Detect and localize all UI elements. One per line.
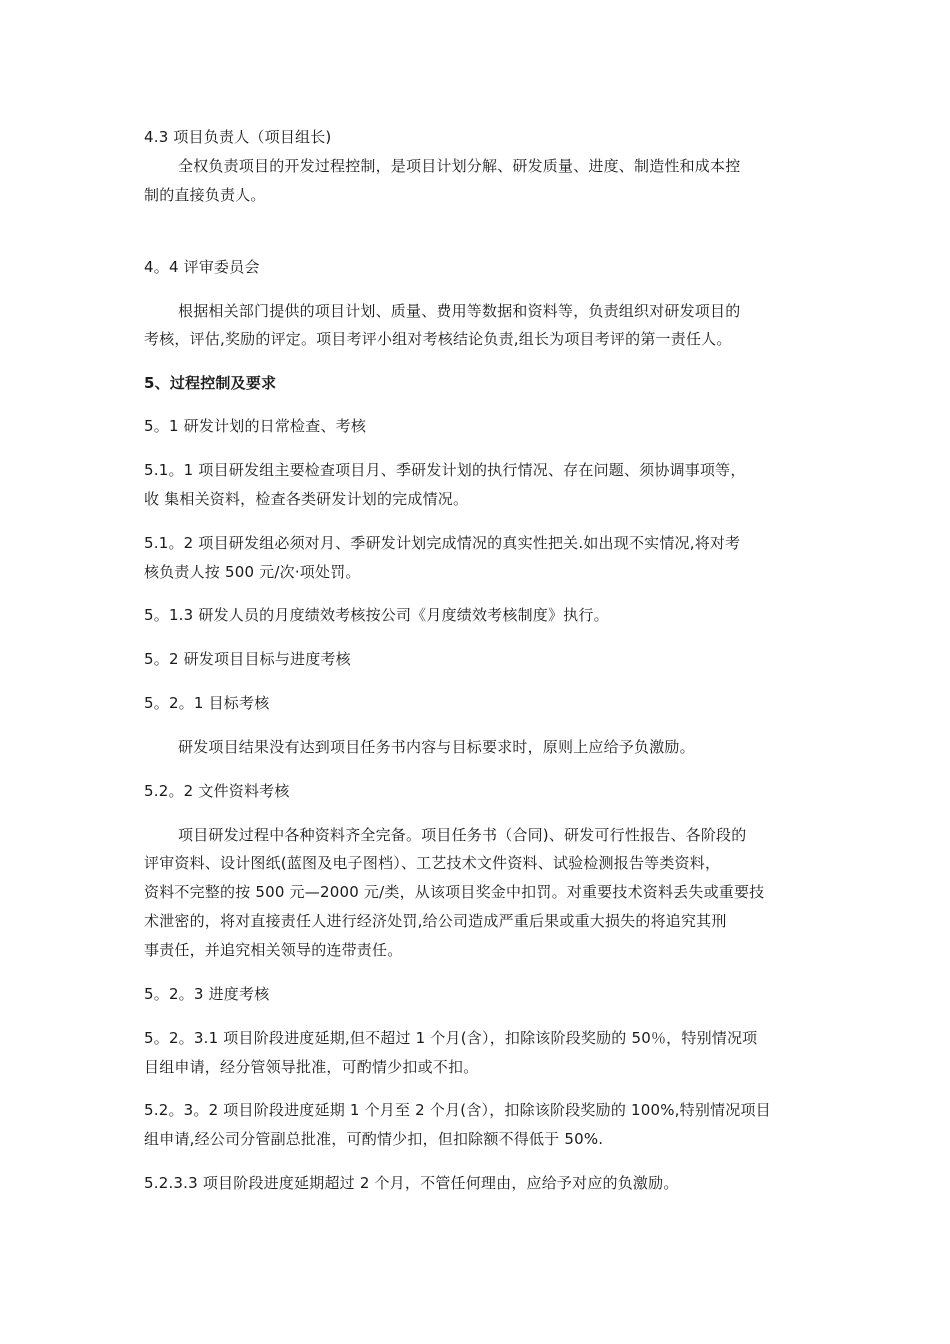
section-4-4-paragraph-line-1: 根据相关部门提供的项目计划、质量、费用等数据和资料等，负责组织对研发项目的 bbox=[178, 302, 741, 320]
section-5-2-2-paragraph-line-4: 术泄密的，将对直接责任人进行经济处罚,给公司造成严重后果或重大损失的将追究其刑 bbox=[144, 912, 727, 930]
section-5-2-2-paragraph-line-5: 事责任，并追究相关领导的连带责任。 bbox=[144, 941, 403, 959]
section-4-3-heading: 4.3 项目负责人（项目组长) bbox=[144, 128, 332, 146]
section-5-1-heading: 5。1 研发计划的日常检查、考核 bbox=[144, 417, 367, 435]
section-4-4-paragraph-line-2: 考核，评估,奖励的评定。项目考评小组对考核结论负责,组长为项目考评的第一责任人。 bbox=[144, 330, 732, 348]
item-5-1-2-line-2: 核负责人按 500 元/次·项处罚。 bbox=[144, 563, 361, 581]
item-5-2-3-2-line-2: 组申请,经公司分管副总批准，可酌情少扣，但扣除额不得低于 50%. bbox=[144, 1130, 604, 1148]
item-5-2-3-1-line-1: 5。2。3.1 项目阶段进度延期,但不超过 1 个月(含），扣除该阶段奖励的 50％，特别情况项 bbox=[144, 1029, 758, 1047]
section-5-2-2-paragraph-line-2: 评审资料、设计图纸(蓝图及电子图档）、工艺技术文件资料、试验检测报告等类资料， bbox=[144, 854, 721, 872]
section-5-2-2-paragraph-line-3: 资料不完整的按 500 元—2000 元/类，从该项目奖金中扣罚。对重要技术资料丢失或重要技 bbox=[144, 883, 765, 901]
item-5-2-3-2-line-1: 5.2。3。2 项目阶段进度延期 1 个月至 2 个月(含），扣除该阶段奖励的 100%,特别情况项目 bbox=[144, 1101, 771, 1119]
section-4-3-paragraph-line-1: 全权负责项目的开发过程控制，是项目计划分解、研发质量、进度、制造性和成本控 bbox=[178, 157, 741, 175]
section-5-2-heading: 5。2 研发项目目标与进度考核 bbox=[144, 650, 351, 668]
item-5-2-3-3: 5.2.3.3 项目阶段进度延期超过 2 个月，不管任何理由，应给予对应的负激励。 bbox=[144, 1174, 679, 1192]
section-5-2-3-heading: 5。2。3 进度考核 bbox=[144, 985, 270, 1003]
item-5-1-1-line-2: 收 集相关资料，检查各类研发计划的完成情况。 bbox=[144, 490, 469, 508]
section-5-2-2-paragraph-line-1: 项目研发过程中各种资料齐全完备。项目任务书（合同)、研发可行性报告、各阶段的 bbox=[178, 826, 747, 844]
section-5-2-2-heading: 5.2。2 文件资料考核 bbox=[144, 782, 290, 800]
item-5-1-3: 5。1.3 研发人员的月度绩效考核按公司《月度绩效考核制度》执行。 bbox=[144, 606, 609, 624]
section-5-2-1-paragraph: 研发项目结果没有达到项目任务书内容与目标要求时，原则上应给予负激励。 bbox=[178, 738, 695, 756]
item-5-1-2-line-1: 5.1。2 项目研发组必须对月、季研发计划完成情况的真实性把关.如出现不实情况,将对考 bbox=[144, 534, 741, 552]
section-4-4-heading: 4。4 评审委员会 bbox=[144, 258, 260, 276]
section-5-2-1-heading: 5。2。1 目标考核 bbox=[144, 694, 270, 712]
item-5-1-1-line-1: 5.1。1 项目研发组主要检查项目月、季研发计划的执行情况、存在问题、须协调事项等， bbox=[144, 461, 746, 479]
section-5-heading: 5、过程控制及要求 bbox=[144, 374, 277, 392]
item-5-2-3-1-line-2: 目组申请，经分管领导批准，可酌情少扣或不扣。 bbox=[144, 1058, 479, 1076]
section-4-3-paragraph-line-2: 制的直接负责人。 bbox=[144, 186, 266, 204]
